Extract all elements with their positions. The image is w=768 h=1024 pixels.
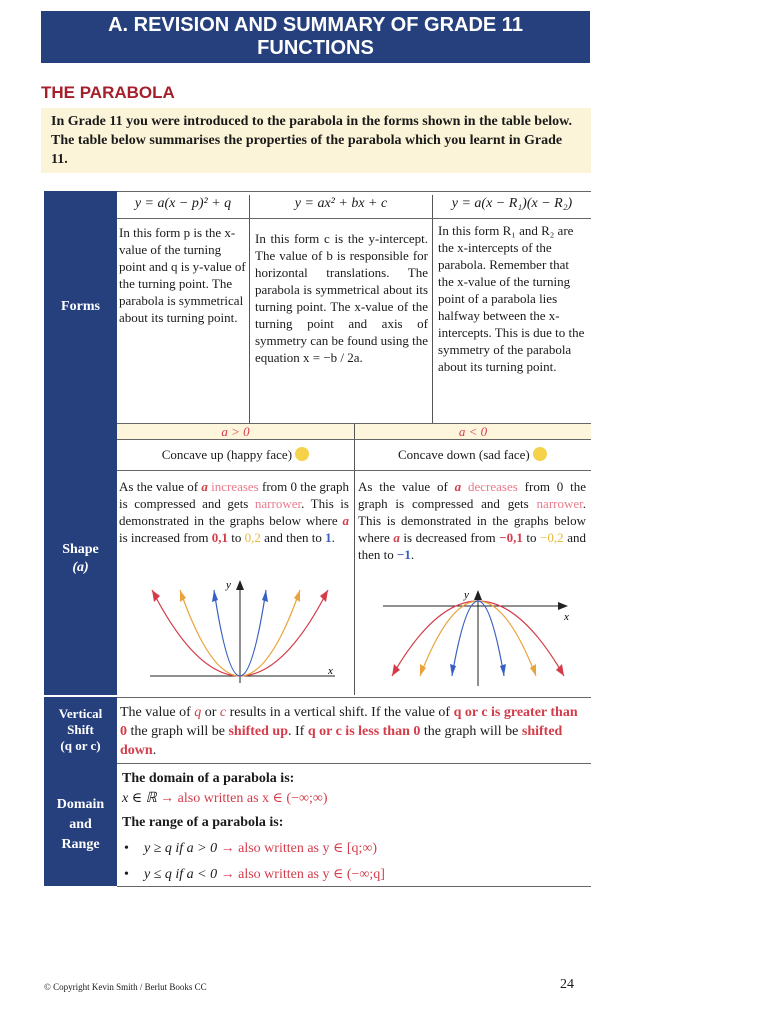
- range-item: [122, 865, 586, 885]
- label-vertical-shift: [44, 697, 117, 763]
- arrow-icon: [180, 590, 186, 602]
- domain-content: [122, 769, 586, 891]
- txt-a: a: [393, 530, 400, 545]
- txt: As the value of: [358, 479, 455, 494]
- shape-left-text: [119, 478, 349, 546]
- concave-down-label: Concave down (sad face): [398, 447, 530, 462]
- concave-down-graph: [378, 586, 583, 691]
- arrow-icon: [500, 664, 506, 676]
- txt: .: [331, 530, 335, 545]
- txt: results in a vertical shift. If the value of: [226, 705, 454, 720]
- arrow-icon: [556, 664, 564, 676]
- y-arrow-icon: [474, 590, 482, 600]
- txt: is decreased from: [399, 530, 500, 545]
- txt: is increased from: [119, 530, 212, 545]
- table-top-rule: [117, 191, 591, 192]
- txt-q: q: [194, 705, 202, 720]
- txt: and then to: [260, 530, 326, 545]
- shape-right-text: [358, 478, 586, 563]
- txt: from 0 the graph is compressed and gets: [358, 479, 586, 511]
- x-arrow-icon: [558, 602, 568, 610]
- txt: → also written as x ∈ (−∞;∞): [156, 791, 328, 806]
- arrow-icon: [212, 590, 218, 602]
- shape-right-head: a < 0: [354, 423, 591, 695]
- arrow-icon: [420, 664, 426, 676]
- txt: . This is demonstrated in the graphs below where: [119, 496, 349, 528]
- txt: . If: [288, 724, 308, 739]
- vshift-top-rule: [117, 697, 591, 698]
- txt: → also written as y ∈ (−∞;q]: [217, 867, 385, 882]
- domain-top-rule: [117, 763, 591, 764]
- txt-shifted-down: shifted down: [120, 724, 563, 758]
- range-list: [122, 839, 586, 885]
- txt-v3: 1: [325, 530, 332, 545]
- arrow-icon: [530, 664, 536, 676]
- arrow-icon: [450, 664, 456, 676]
- vshift-1: Vertical: [58, 706, 103, 721]
- y-arrow-icon: [236, 580, 244, 590]
- txt-v1: 0,1: [211, 530, 229, 545]
- copyright: © Copyright Kevin Smith / Berlut Books CC: [44, 982, 207, 992]
- shape-head-rule: [117, 439, 591, 440]
- txt: y ≤ q if a < 0: [144, 867, 218, 882]
- intro-paragraph: In Grade 11 you were introduced to the parabola in the forms shown in the table below. The table below summarises the properties of the parabola which you learnt in Grade 11.: [41, 108, 591, 173]
- shape-left-head: a > 0: [221, 424, 250, 439]
- concave-up-label: Concave up (happy face): [161, 447, 293, 462]
- y-label: y: [464, 589, 469, 601]
- txt-less: q or c is less than 0: [307, 724, 421, 739]
- y-label: y: [226, 579, 231, 591]
- txt: → also written as y ∈ [q;∞): [217, 841, 378, 856]
- txt-v2: −0,2: [540, 530, 564, 545]
- table-bottom-rule: [117, 886, 591, 887]
- arrow-icon: [320, 590, 328, 602]
- txt: or: [201, 705, 220, 720]
- txt-shifted-up: shifted up: [228, 724, 289, 739]
- txt: The value of: [120, 705, 195, 720]
- txt-c: c: [219, 705, 227, 720]
- domain-2: and: [69, 816, 92, 832]
- txt: from 0 the graph is compressed and gets: [119, 479, 349, 511]
- form2-text: In this form c is the y-intercept. The value of b is responsible for horizontal translations. The parabola is symmetrical about its turning point. The x-value of the turning point and axis of symmetry can be found using the equation x = −b / 2a.: [255, 231, 428, 365]
- txt: the graph will be: [420, 724, 522, 739]
- concave-up-graph: [140, 578, 345, 688]
- range-title: The range of a parabola is:: [122, 815, 284, 830]
- shape-left-sub: [117, 446, 354, 463]
- arrow-icon: [392, 664, 400, 676]
- title-banner: [41, 11, 590, 63]
- txt-a: a: [454, 479, 462, 494]
- txt-greater: q or c is greater than 0: [120, 705, 578, 739]
- form3-text: In this form R₁ and R₂ are the x-intercepts of the parabola. Remember that the x-value of the turning point of a parabola lies halfway between the x-intercepts. This is due to the symmetry of the parabola about its turning point.: [438, 223, 585, 374]
- form2-formula: y = ax² + bx + c: [249, 195, 432, 423]
- txt-v3: −1: [397, 547, 411, 562]
- domain-expression: [122, 789, 586, 809]
- label-shape-1: Shape: [62, 542, 99, 557]
- txt-narrower: narrower: [536, 496, 583, 511]
- txt-decreases: decreases: [468, 479, 518, 494]
- vshift-text: [120, 703, 586, 760]
- txt: x ∈ ℝ: [122, 791, 157, 806]
- txt: .: [152, 743, 157, 758]
- domain-1: Domain: [56, 796, 105, 812]
- form1-formula: y = a(x − p)² + q: [134, 196, 232, 211]
- range-item: [122, 839, 586, 859]
- txt-v2: 0,2: [244, 530, 261, 545]
- txt: y ≥ q if a > 0: [144, 841, 218, 856]
- txt-increases: increases: [211, 479, 259, 494]
- section-title: THE PARABOLA: [41, 83, 175, 102]
- sad-face-icon: [533, 447, 547, 461]
- form3-formula: y = a(x − R₁)(x − R₂): [432, 195, 591, 423]
- txt: to: [522, 530, 541, 545]
- x-label: x: [564, 611, 569, 623]
- txt: and then to: [358, 530, 586, 562]
- label-forms: Forms: [44, 191, 117, 423]
- vshift-3: (q or c): [60, 738, 101, 753]
- txt-a: a: [201, 479, 208, 494]
- txt-narrower: narrower: [254, 496, 302, 511]
- txt: to: [228, 530, 245, 545]
- txt: . This is demonstrated in the graphs below where: [358, 496, 586, 545]
- arrow-icon: [262, 590, 268, 602]
- vshift-2: Shift: [67, 722, 94, 737]
- txt-v1: −0,1: [499, 530, 523, 545]
- txt: As the value of: [119, 479, 202, 494]
- label-shape: [44, 423, 117, 695]
- form1-text: In this form p is the x-value of the turning point and q is y-value of the turning point. The parabola is symmetrical about its turning point.: [119, 225, 246, 325]
- txt: the graph will be: [127, 724, 229, 739]
- banner-line-2: FUNCTIONS: [257, 37, 374, 59]
- label-shape-2: (a): [72, 560, 89, 575]
- page-number: 24: [560, 977, 574, 992]
- x-label: x: [328, 665, 333, 677]
- shape-sub-rule: [117, 470, 591, 471]
- arrow-icon: [294, 590, 300, 602]
- banner-line-1: A. REVISION AND SUMMARY OF GRADE 11: [108, 14, 523, 36]
- txt-a: a: [342, 513, 349, 528]
- shape-right-sub: [354, 446, 591, 463]
- formula-rule: [117, 218, 591, 219]
- domain-3: Range: [61, 836, 100, 852]
- arrow-icon: [152, 590, 160, 602]
- label-domain-range: [44, 763, 117, 886]
- txt: .: [410, 547, 415, 562]
- domain-title: The domain of a parabola is:: [122, 771, 295, 786]
- happy-face-icon: [295, 447, 309, 461]
